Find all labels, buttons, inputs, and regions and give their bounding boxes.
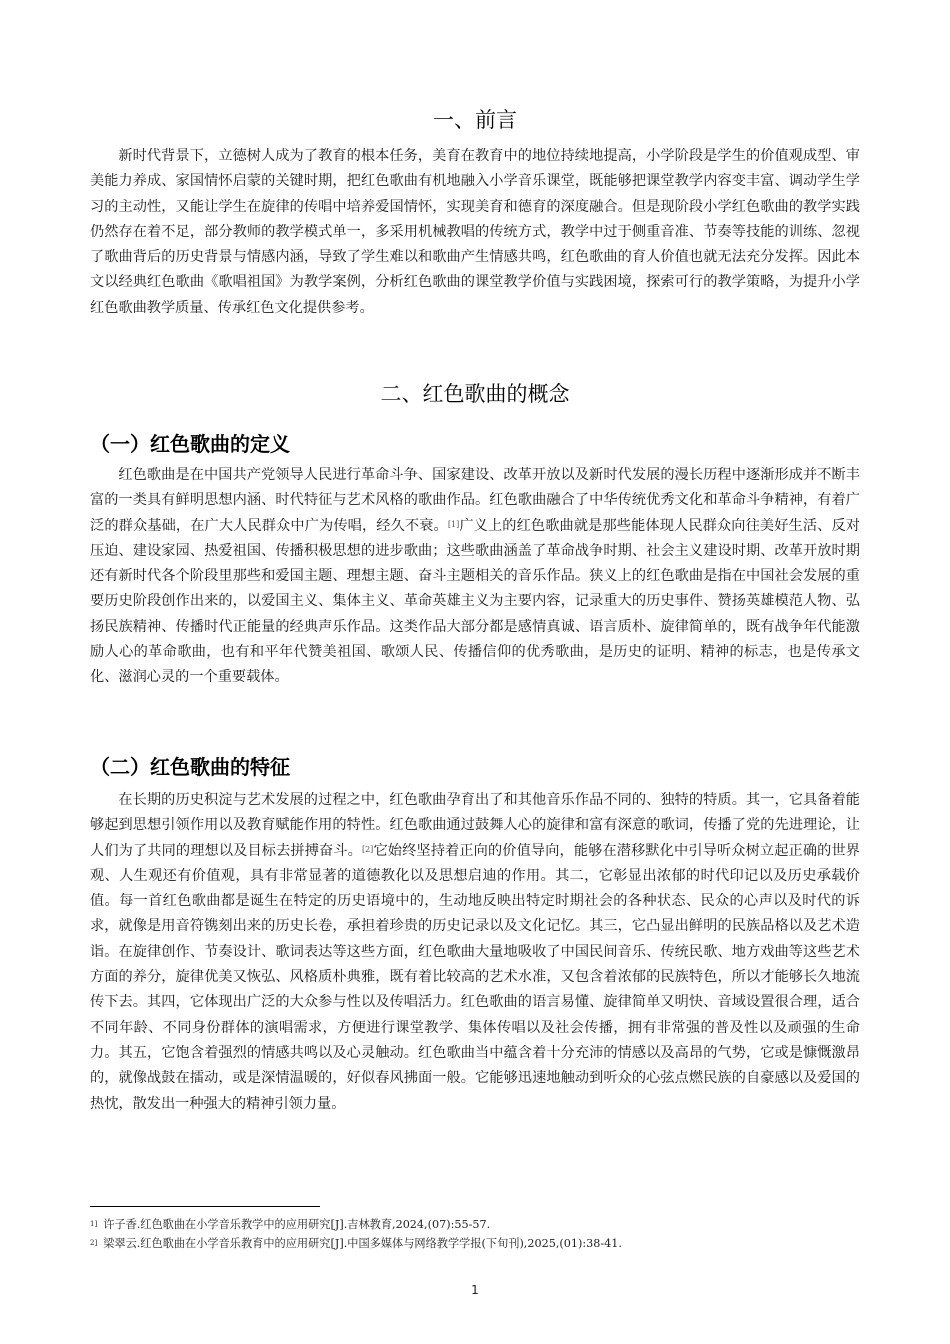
footnote-2-mark: 2] [90, 1239, 98, 1247]
footnote-2-text: 梁翠云.红色歌曲在小学音乐教育中的应用研究[J].中国多媒体与网络教学学报(下旬刊),2025,(01):38-41. [103, 1237, 622, 1250]
page-number: 1 [471, 1283, 479, 1297]
footnote-2 [90, 1235, 622, 1252]
citation-ref-2[interactable]: [2] [361, 844, 374, 854]
features-text-part-2: 它始终坚持着正向的价值导向，能够在潜移默化中引导听众树立起正确的世界观、人生观还有价值观，具有非常显著的道德教化以及思想启迪的作用。其二，它彰显出浓郁的时代印记以及历史承载价值。每一首红色歌曲都是诞生在特定的历史语境中的，生动地反映出特定时期社会的各种状态、民众的心声以及时代的诉求，就像是用音符镌刻出来的历史长卷，承担着珍贵的历史记录以及文化记忆。其三，它凸显出鲜明的民族品格以及艺术造诣。在旋律创作、节奏设计、歌词表达等这些方面，红色歌曲大量地吸收了中国民间音乐、传统民歌、地方戏曲等这些艺术方面的养分，旋律优美又恢弘、风格质朴典雅，既有着比较高的艺术水准，又包含着浓郁的民族特色，所以才能够长久地流传下去。其四，它体现出广泛的大众参与性以及传唱活力。红色歌曲的语言易懂、旋律简单又明快、音域设置很合理，适合不同年龄、不同身份群体的演唱需求，方便进行课堂教学、集体传唱以及社会传播，拥有非常强的普及性以及顽强的生命力。其五，它饱含着强烈的情感共鸣以及心灵触动。红色歌曲当中蕴含着十分充沛的情感以及高昂的气势，它或是慷慨激昂的，就像战鼓在擂动，或是深情温暖的，好似春风拂面一般。它能够迅速地触动到听众的心弦点燃民族的自豪感以及爱国的热忱，散发出一种强大的精神引领力量。 [90, 842, 860, 1112]
definition-paragraph [90, 463, 860, 691]
preface-paragraph: 新时代背景下，立德树人成为了教育的根本任务，美育在教育中的地位持续地提高，小学阶段是学生的价值观成型、审美能力养成、家国情怀启蒙的关键时期，把红色歌曲有机地融入小学音乐课堂，既能够把课堂教学内容变丰富、调动学生学习的主动性，又能让学生在旋律的传唱中培养爱国情怀，实现美育和德育的深度融合。但是现阶段小学红色歌曲的教学实践仍然存在着不足，部分教师的教学模式单一，多采用机械教唱的传统方式，教学中过于侧重音准、节奏等技能的训练、忽视了歌曲背后的历史背景与情感内涵，导致了学生难以和歌曲产生情感共鸣，红色歌曲的育人价值也就无法充分发挥。因此本文以经典红色歌曲《歌唱祖国》为教学案例，分析红色歌曲的课堂教学价值与实践困境，探索可行的教学策略，为提升小学红色歌曲教学质量、传承红色文化提供参考。 [90, 148, 860, 316]
footnote-1-mark: 1] [90, 1220, 98, 1228]
definition-text-part-2: 广义上的红色歌曲就是那些能体现人民群众向往美好生活、反对压迫、建设家园、热爱祖国、传播积极思想的进步歌曲；这些歌曲涵盖了革命战争时期、社会主义建设时期、改革开放时期还有新时代各个阶段里那些和爱国主题、理想主题、奋斗主题相关的音乐作品。狭义上的红色歌曲是指在中国社会发展的重要历史阶段创作出来的，以爱国主义、集体主义、革命英雄主义为主要内容，记录重大的历史事件、赞扬英雄模范人物、弘扬民族精神、传播时代正能量的经典声乐作品。这类作品大部分都是感情真诚、语言质朴、旋律简单的，既有战争年代能激励人心的革命歌曲，也有和平年代赞美祖国、歌颂人民、传播信仰的优秀歌曲，是历史的证明、精神的标志，也是传承文化、滋润心灵的一个重要载体。 [90, 517, 860, 686]
footnote-1 [90, 1216, 490, 1233]
definition-text-part-1: 红色歌曲是在中国共产党领导人民进行革命斗争、国家建设、改革开放以及新时代发展的漫长历程中逐渐形成并不断丰富的一类具有鲜明思想内涵、时代特征与艺术风格的歌曲作品。红色歌曲融合了中华传统优秀文化和革命斗争精神，有着广泛的群众基础，在广大人民群众中广为传唱，经久不衰。 [90, 467, 860, 534]
concept-heading: 二、红色歌曲的概念 [380, 382, 570, 406]
features-heading: （二）红色歌曲的特征 [90, 755, 290, 779]
definition-heading: （一）红色歌曲的定义 [90, 432, 290, 456]
features-text-part-1: 在长期的历史积淀与艺术发展的过程之中，红色歌曲孕育出了和其他音乐作品不同的、独特的特质。其一，它具备着能够起到思想引领作用以及教育赋能作用的特性。红色歌曲通过鼓舞人心的旋律和富有深意的歌词，传播了党的先进理论，让人们为了共同的理想以及目标去拼搏奋斗。 [90, 792, 860, 859]
features-paragraph [90, 788, 860, 1117]
citation-ref-1[interactable]: [1] [447, 519, 460, 529]
preface-heading: 一、前言 [433, 108, 517, 132]
footnote-1-text: 许子香.红色歌曲在小学音乐教学中的应用研究[J].吉林教育,2024,(07):55-57. [103, 1218, 491, 1231]
footnote-separator [90, 1206, 320, 1207]
